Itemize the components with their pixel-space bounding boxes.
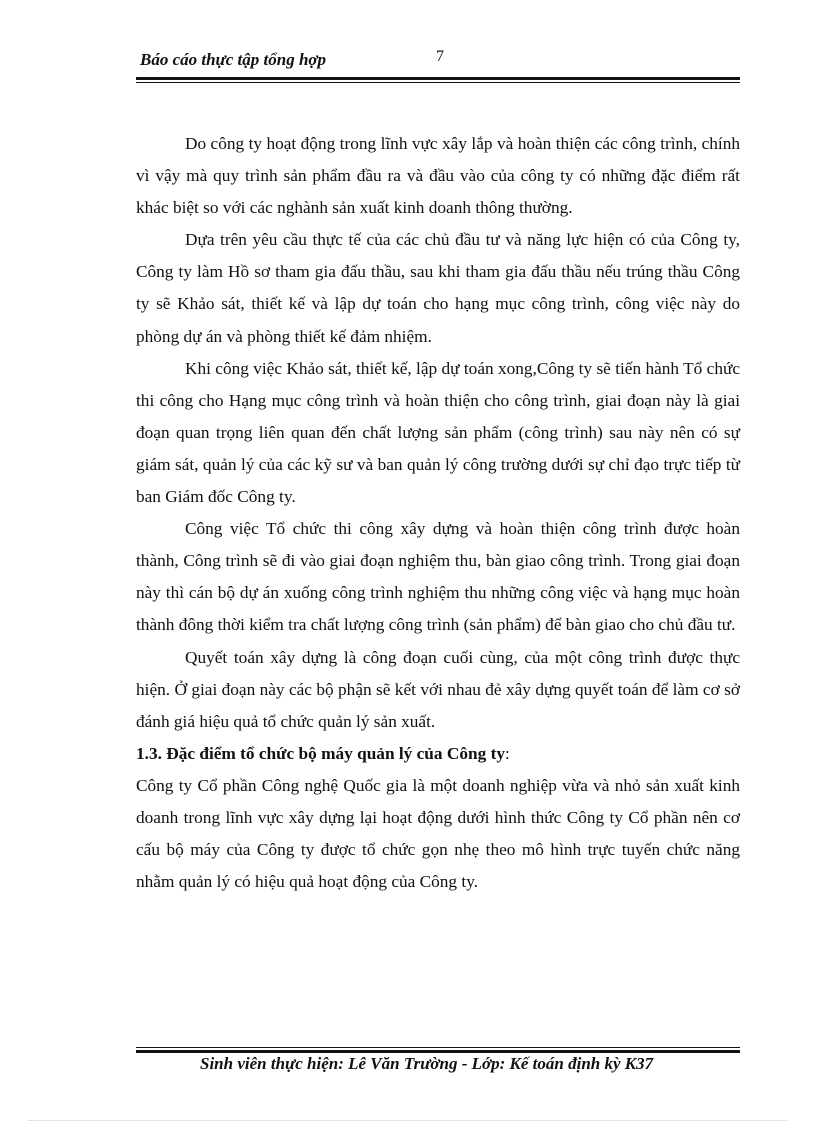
- section-heading-text: 1.3. Đặc điểm tổ chức bộ máy quản lý của Công ty: [136, 743, 505, 763]
- header-title: Báo cáo thực tập tổng hợp: [140, 50, 327, 69]
- header-rule-thin: [136, 82, 740, 83]
- paragraph-5: Quyết toán xây dựng là công đoạn cuối cùng, của một công trình được thực hiện. Ở giai đoạn này các bộ phận sẽ kết với nhau đẻ xây dựng quyết toán để làm cơ sở đánh giá hiệu quả tổ chức quản lý sản xuất.: [136, 647, 740, 731]
- footer-rule-thick: [136, 1050, 740, 1053]
- footer-rule-thin: [136, 1047, 740, 1048]
- page-bottom-dotted-line: [28, 1120, 788, 1121]
- page-number: 7: [436, 48, 444, 65]
- header-rule-thick: [136, 77, 740, 80]
- footer-text: Sinh viên thực hiện: Lê Văn Trường - Lớp: Kế toán định kỳ K37: [200, 1054, 654, 1073]
- paragraph-3: Khi công việc Khảo sát, thiết kế, lập dự toán xong,Công ty sẽ tiến hành Tổ chức thi công cho Hạng mục công trình và hoàn thiện cho công trình, giai đoạn này là giai đoạn quan trọng liên quan đến chất lượng sản phẩm (công trình) sau này nên có sự giám sát, quản lý của các kỹ sư và ban quản lý công trường dưới sự chỉ đạo trực tiếp từ ban Giám đốc Công ty.: [136, 358, 740, 507]
- section-heading-suffix: :: [504, 743, 510, 763]
- page-footer: [136, 1047, 740, 1087]
- section-heading: [136, 738, 740, 770]
- paragraph-4: Công việc Tổ chức thi công xây dựng và hoàn thiện công trình được hoàn thành, Công trình sẽ đi vào giai đoạn nghiệm thu, bàn giao công trình. Trong giai đoạn này thì cán bộ dự án xuống công trình nghiệm thu những công việc và hạng mục hoàn thành đông thời kiểm tra chất lượng công trình (sản phẩm) để bàn giao cho chủ đầu tư.: [136, 519, 740, 635]
- paragraph-2: Dựa trên yêu cầu thực tế của các chủ đầu tư và năng lực hiện có của Công ty, Công ty làm Hồ sơ tham gia đấu thầu, sau khi tham gia đấu thầu nếu trúng thầu Công ty sẽ Khảo sát, thiết kế và lập dự toán cho hạng mục công trình, công việc này do phòng dự án và phòng thiết kế đảm nhiệm.: [136, 230, 740, 346]
- section-paragraph: Công ty Cổ phần Công nghệ Quốc gia là một doanh nghiệp vừa và nhỏ sản xuất kinh doanh trong lĩnh vực xây dựng lại hoạt động dưới hình thức Công ty Cổ phần nên cơ cấu bộ máy của Công ty được tổ chức gọn nhẹ theo mô hình trực tuyến chức năng nhằm quản lý có hiệu quả hoạt động của Công ty.: [136, 775, 740, 892]
- page-header: [136, 46, 740, 86]
- document-body: [136, 128, 740, 898]
- paragraph-1: Do công ty hoạt động trong lĩnh vực xây lắp và hoàn thiện các công trình, chính vì vậy mà quy trình sản phẩm đầu ra và đầu vào của công ty có những đặc điểm rất khác biệt so với các nghành sản xuất kinh doanh thông thường.: [136, 134, 740, 218]
